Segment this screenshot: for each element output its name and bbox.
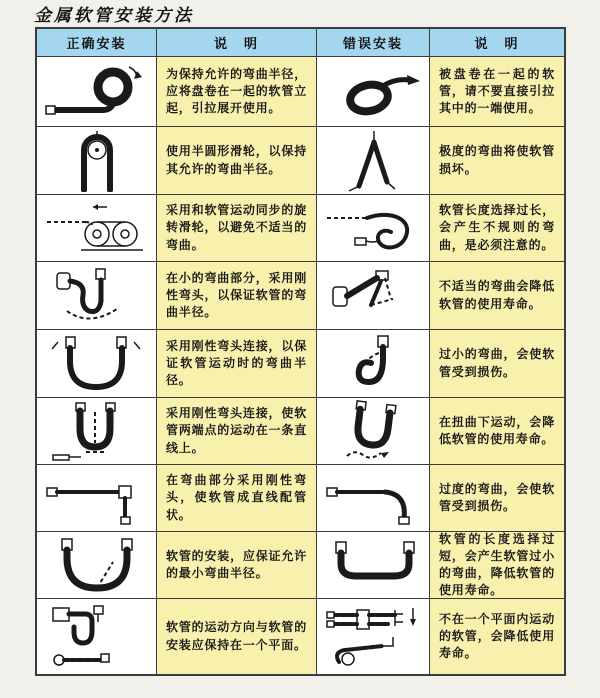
in-plane-trap-icon <box>41 602 153 672</box>
row-7-wrong-illustration <box>317 465 430 532</box>
row-8-correct-note: 软管的安装，应保证允许的最小弯曲半径。 <box>157 532 317 599</box>
row-2-wrong-note: 极度的弯曲将使软管损坏。 <box>430 127 564 195</box>
deep-u-bend-icon <box>41 534 153 596</box>
header-description-1: 说 明 <box>157 29 317 57</box>
row-4-wrong-illustration <box>317 262 430 330</box>
flat-short-u-icon <box>321 534 426 596</box>
row-6-correct-note: 采用刚性弯头连接，使软管两端点的运动在一条直线上。 <box>157 398 317 465</box>
straight-run-elbow-icon <box>41 467 153 529</box>
row-4-wrong-note: 不适当的弯曲会降低软管的使用寿命。 <box>430 262 564 330</box>
row-6-wrong-illustration <box>317 398 430 465</box>
row-9-wrong-note: 不在一个平面内运动的软管，会降低使用寿命。 <box>430 599 564 674</box>
row-1-correct-illustration <box>37 57 157 127</box>
row-4-correct-illustration <box>37 262 157 330</box>
twisted-u-loop-icon <box>321 400 426 462</box>
row-3-wrong-illustration <box>317 195 430 262</box>
page-title: 金属软管安装方法 <box>34 6 194 26</box>
row-4-correct-note: 在小的弯曲部分，采用刚性弯头，以保证软管的弯曲半径。 <box>157 262 317 330</box>
row-9-correct-illustration <box>37 599 157 674</box>
out-of-plane-icon <box>321 602 426 672</box>
row-2-wrong-illustration <box>317 127 430 195</box>
row-3-wrong-note: 软管长度选择过长，会产生不规则的弯曲，是必须注意的。 <box>430 195 564 262</box>
row-2-correct-illustration <box>37 127 157 195</box>
row-5-correct-note: 采用刚性弯头连接，以保证软管运动时的弯曲半径。 <box>157 330 317 398</box>
row-6-wrong-note: 在扭曲下运动，会降低软管的使用寿命。 <box>430 398 564 465</box>
row-9-wrong-illustration <box>317 599 430 674</box>
irregular-loop-icon <box>321 198 426 258</box>
row-5-correct-illustration <box>37 330 157 398</box>
row-7-correct-note: 在弯曲部分采用刚性弯头，使软管成直线配管状。 <box>157 465 317 532</box>
installation-table <box>35 27 566 676</box>
rigid-elbow-small-bend-icon <box>41 265 153 327</box>
row-8-correct-illustration <box>37 532 157 599</box>
header-description-2: 说 明 <box>430 29 564 57</box>
excessive-curve-icon <box>321 467 426 529</box>
row-5-wrong-note: 过小的弯曲，会使软管受到损伤。 <box>430 330 564 398</box>
too-small-bend-icon <box>321 333 426 395</box>
row-3-correct-illustration <box>37 195 157 262</box>
rotating-pulleys-icon <box>41 198 153 258</box>
row-7-wrong-note: 过度的弯曲，会使软管受到损伤。 <box>430 465 564 532</box>
row-6-correct-illustration <box>37 398 157 465</box>
coiled-hose-upright-icon <box>41 60 153 124</box>
u-loop-elbow-icon <box>41 333 153 395</box>
hose-over-pulley-icon <box>41 130 153 192</box>
row-7-correct-illustration <box>37 465 157 532</box>
coiled-hose-pulled-icon <box>321 60 426 124</box>
header-correct-install: 正确安装 <box>37 29 157 57</box>
row-8-wrong-illustration <box>317 532 430 599</box>
row-1-wrong-note: 被盘卷在一起的软管，请不要直接引拉其中的一端使用。 <box>430 57 564 127</box>
u-loop-straight-line-icon <box>41 400 153 462</box>
row-2-correct-note: 使用半圆形滑轮，以保持其允许的弯曲半径。 <box>157 127 317 195</box>
row-3-correct-note: 采用和软管运动同步的旋转滑轮，以避免不适当的弯曲。 <box>157 195 317 262</box>
header-wrong-install: 错误安装 <box>317 29 430 57</box>
row-1-wrong-illustration <box>317 57 430 127</box>
sharp-bend-icon <box>321 130 426 192</box>
improper-bend-icon <box>321 265 426 327</box>
row-9-correct-note: 软管的运动方向与软管的安装应保持在一个平面。 <box>157 599 317 674</box>
row-1-correct-note: 为保持允许的弯曲半径，应将盘卷在一起的软管立起，引拉展开使用。 <box>157 57 317 127</box>
row-8-wrong-note: 软管的长度选择过短，会产生软管过小的弯曲，降低软管的使用寿命。 <box>430 532 564 599</box>
row-5-wrong-illustration <box>317 330 430 398</box>
